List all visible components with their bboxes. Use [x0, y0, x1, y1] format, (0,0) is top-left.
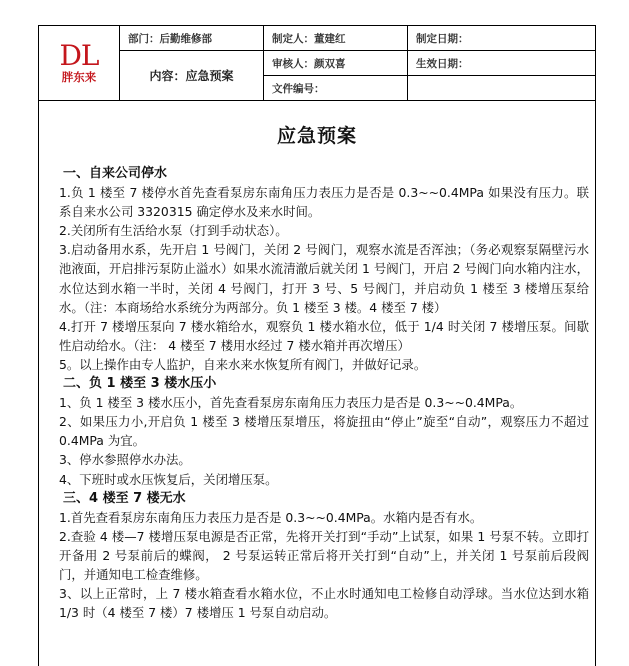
date-label: 制定日期： — [416, 32, 469, 45]
content-cell — [120, 51, 264, 101]
paragraph: 3.启动备用水系，先开启 1 号阀门，关闭 2 号阀门，观察水流是否浑浊；（务必观察泵隔壁污水池液面，开启排污泵防止溢水）如果水流清澈后就关闭 1 号阀门，开启 2 号阀门向水箱内注水，水位达到水箱一半时，关闭 4 号阀门，打开 3 号、5 号阀门，并启动负 1 楼至 3 楼增压泵给水。（注：本商场给水系统分为两部分。负 1 楼至 3 楼。4 楼至 7 楼） — [59, 242, 589, 315]
maker-name: 董建红 — [314, 32, 346, 45]
reviewer-name: 颜双喜 — [314, 57, 346, 70]
document-header-table — [39, 26, 595, 101]
section-heading: 三、4 楼至 7 楼无水 — [63, 490, 186, 506]
paragraph: 2.关闭所有生活给水泵（打到手动状态）。 — [59, 223, 288, 239]
paragraph: 1.负 1 楼至 7 楼停水首先查看泵房东南角压力表压力是否是 0.3~~0.4MPa 如果没有压力。联系自来水公司 3320315 确定停水及来水时间。 — [59, 185, 589, 220]
department-cell — [120, 26, 264, 51]
section-heading: 二、负 1 楼至 3 楼水压小 — [63, 376, 217, 392]
paragraph: 4、下班时或水压恢复后，关闭增压泵。 — [59, 471, 278, 487]
paragraph: 1.首先查看泵房东南角压力表压力是否是 0.3~~0.4MPa。水箱内是否有水。 — [59, 509, 483, 525]
document-body — [59, 164, 589, 622]
document-page — [38, 25, 596, 666]
logo-mark: DL — [59, 39, 99, 72]
maker-cell — [264, 26, 408, 51]
file-number-label: 文件编号： — [272, 82, 325, 95]
reviewer-cell — [264, 51, 408, 76]
paragraph: 2.查验 4 楼—7 楼增压泵电源是否正常，先将开关打到“手动”上试泵，如果 1 号泵不转。立即打开备用 2 号泵前后的蝶阀， 2 号泵运转正常后将开关打到“自动”上，并关闭 1 号泵前后段阀门，并通知电工检查维修。 — [59, 528, 589, 582]
paragraph: 4.打开 7 楼增压泵向 7 楼水箱给水，观察负 1 楼水箱水位，低于 1/4 时关闭 7 楼增压泵。间歇性启动给水。（注： 4 楼至 7 楼用水经过 7 楼水箱并再次增压） — [59, 318, 589, 353]
paragraph: 1、负 1 楼至 3 楼水压小，首先查看泵房东南角压力表压力是否是 0.3~~0.4MPa。 — [59, 395, 523, 411]
reviewer-label: 审核人： — [272, 57, 314, 70]
paragraph: 3、停水参照停水办法。 — [59, 452, 191, 468]
department-label: 部门：后勤维修部 — [128, 32, 212, 45]
company-logo — [39, 26, 120, 101]
logo-text: 胖东来 — [61, 70, 97, 84]
paragraph: 2、如果压力小,开启负 1 楼至 3 楼增压泵增压，将旋扭由“停止”旋至“自动”，观察压力不超过 0.4MPa 为宜。 — [59, 414, 589, 449]
empty-cell — [408, 76, 596, 101]
effective-date-cell — [408, 51, 596, 76]
section-heading: 一、自来公司停水 — [63, 166, 168, 181]
paragraph: 3、以上正常时，上 7 楼水箱查看水箱水位，不止水时通知电工检修自动浮球。当水位达到水箱 1/3 时（4 楼至 7 楼）7 楼增压 1 号泵自动启动。 — [59, 586, 589, 621]
document-title: 应急预案 — [276, 125, 357, 147]
paragraph: 5。以上操作由专人监护，自来水来水恢复所有阀门，并做好记录。 — [59, 356, 427, 372]
content-label: 内容：应急预案 — [149, 69, 234, 83]
file-number-cell — [264, 76, 408, 101]
effective-date-label: 生效日期： — [416, 57, 469, 70]
maker-label: 制定人： — [272, 32, 314, 45]
date-cell — [408, 26, 596, 51]
